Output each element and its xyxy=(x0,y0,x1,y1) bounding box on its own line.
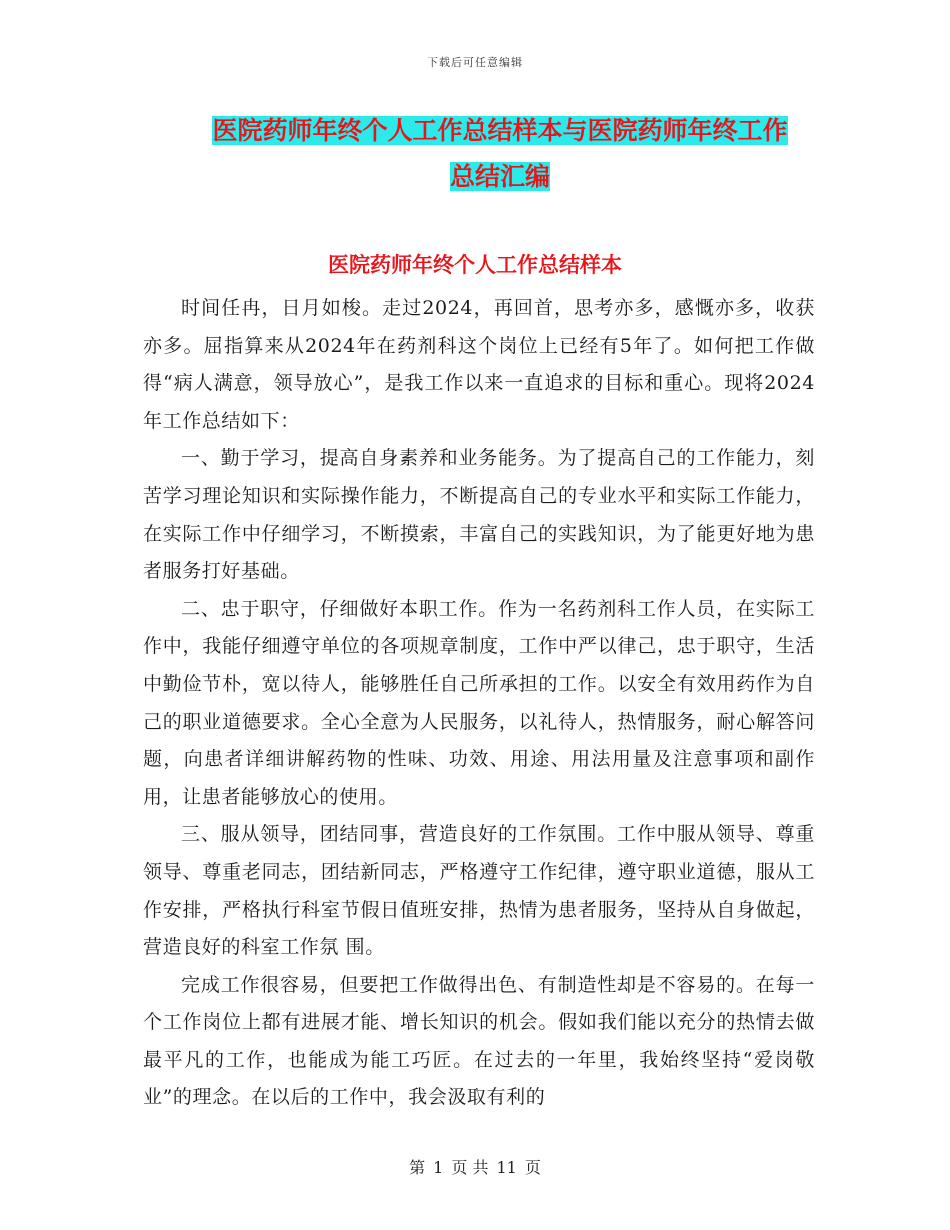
footer-total-pages: 11 xyxy=(496,1158,517,1177)
footer-middle: 页 共 xyxy=(451,1158,489,1177)
paragraph-conclusion: 完成工作很容易，但要把工作做得出色、有制造性却是不容易的。在每一个工作岗位上都有进展才能、增长知识的机会。假如我们能以充分的热情去做最平凡的工作，也能成为能工巧匠。在过去的一年里，我始终坚持“爱岗敬业”的理念。在以后的工作中，我会汲取有利的 xyxy=(143,973,815,1109)
document-body xyxy=(143,290,815,1117)
document-title-line-1: 医院药师年终个人工作总结样本与医院药师年终工作 xyxy=(212,116,788,145)
footer-current-page: 1 xyxy=(433,1158,444,1177)
footer-suffix: 页 xyxy=(524,1158,541,1177)
document-title xyxy=(190,108,810,200)
paragraph-teamwork: 三、服从领导，团结同事，营造良好的工作氛围。工作中服从领导、尊重领导、尊重老同志，团结新同志，严格遵守工作纪律，遵守职业道德，服从工作安排，严格执行科室节假日值班安排，热情为患者服务，坚持从自身做起，营造良好的科室工作氛 围。 xyxy=(143,823,815,959)
header-note: 下载后可任意编辑 xyxy=(427,56,523,69)
paragraph-study: 一、勤于学习，提高自身素养和业务能务。为了提高自己的工作能力，刻苦学习理论知识和实际操作能力，不断提高自己的专业水平和实际工作能力，在实际工作中仔细学习，不断摸索，丰富自己的实践知识，为了能更好地为患者服务打好基础。 xyxy=(143,447,815,583)
section-title: 医院药师年终个人工作总结样本 xyxy=(328,253,622,277)
paragraph-intro: 时间任冉，日月如梭。走过2024，再回首，思考亦多，感慨亦多，收获亦多。屈指算来从2024年在药剂科这个岗位上已经有5年了。如何把工作做得“病人满意，领导放心”，是我工作以来一直追求的目标和重心。现将2024年工作总结如下： xyxy=(143,297,815,432)
footer-prefix: 第 xyxy=(409,1158,426,1177)
paragraph-duty: 二、忠于职守，仔细做好本职工作。作为一名药剂科工作人员，在实际工作中，我能仔细遵守单位的各项规章制度，工作中严以律己，忠于职守，生活中勤俭节朴，宽以待人，能够胜任自己所承担的工作。以安全有效用药作为自己的职业道德要求。全心全意为人民服务，以礼待人，热情服务，耐心解答问题，向患者详细讲解药物的性味、功效、用途、用法用量及注意事项和副作用，让患者能够放心的使用。 xyxy=(143,597,815,808)
document-title-line-2: 总结汇编 xyxy=(449,162,550,191)
page-footer xyxy=(0,1155,950,1178)
